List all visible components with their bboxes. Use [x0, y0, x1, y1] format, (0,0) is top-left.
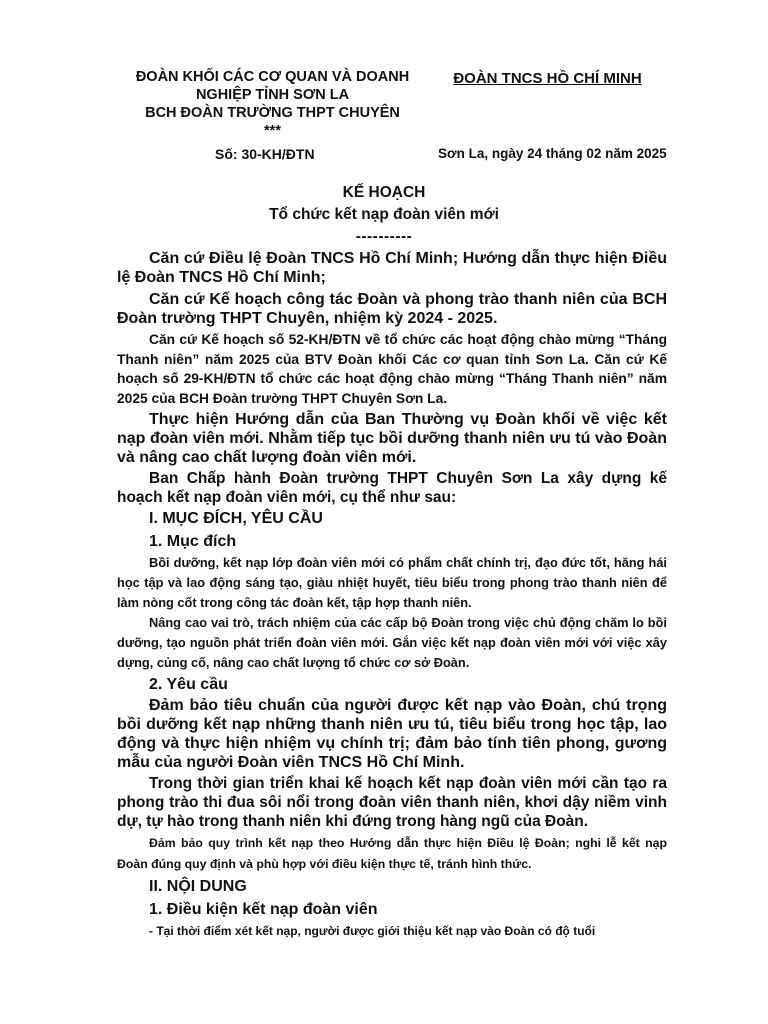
document-number: Số: 30-KH/ĐTN: [215, 146, 315, 162]
section-heading-1: I. MỤC ĐÍCH, YÊU CẦU: [149, 510, 323, 527]
paragraph-basis-1: Căn cứ Điều lệ Đoàn TNCS Hồ Chí Minh; Hướng dẫn thực hiện Điều lệ Đoàn TNCS Hồ Chí Minh;: [117, 250, 667, 286]
document-title: KẾ HOẠCH: [342, 184, 426, 201]
document-body: [117, 249, 667, 941]
subsection-heading-requirements: 2. Yêu cầu: [149, 676, 228, 693]
paragraph-purpose-1: Bồi dưỡng, kết nạp lớp đoàn viên mới có phẩm chất chính trị, đạo đức tốt, hăng hái học tập và lao động sáng tạo, giàu nhiệt huyết, tiêu biểu trong phong trào thanh niên để làm nòng cốt trong công tác đoàn kết, tập hợp thanh niên.: [117, 555, 667, 610]
paragraph-requirements-1: Đảm bảo tiêu chuẩn của người được kết nạp vào Đoàn, chú trọng bồi dưỡng kết nạp những thanh niên ưu tú, tiêu biểu trong học tập, lao động và thực hiện nhiệm vụ chính trị; đảm bảo tính tiên phong, gương mẫu của người Đoàn viên TNCS Hồ Chí Minh.: [117, 697, 667, 771]
org-line-2: NGHIỆP TỈNH SƠN LA: [195, 87, 350, 103]
paragraph-conditions-1: - Tại thời điểm xét kết nạp, người được giới thiệu kết nạp vào Đoàn có độ tuổi: [149, 924, 596, 938]
paragraph-requirements-3: Đảm bảo quy trình kết nạp theo Hướng dẫn thực hiện Điều lệ Đoàn; nghi lễ kết nạp Đoàn đúng quy định và phù hợp với điều kiện thực tế, tránh hình thức.: [117, 836, 667, 871]
subsection-heading-purpose: 1. Mục đích: [149, 533, 237, 550]
title-divider: ----------: [355, 228, 413, 245]
paragraph-basis-3: Căn cứ Kế hoạch số 52-KH/ĐTN về tổ chức các hoạt động chào mừng “Tháng Thanh niên” năm 2025 của BTV Đoàn khối Các cơ quan tỉnh Sơn La. Căn cứ Kế hoạch số 29-KH/ĐTN tổ chức các hoạt động chào mừng “Tháng Thanh niên” năm 2025 của BCH Đoàn trường THPT Chuyên Sơn La.: [117, 332, 667, 406]
org-line-3: BCH ĐOÀN TRƯỜNG THPT CHUYÊN: [145, 105, 400, 121]
paragraph-intro: Ban Chấp hành Đoàn trường THPT Chuyên Sơn La xây dựng kế hoạch kết nạp đoàn viên mới, cụ thể như sau:: [117, 470, 667, 506]
subsection-heading-conditions: 1. Điều kiện kết nạp đoàn viên: [149, 901, 378, 918]
paragraph-implementation: Thực hiện Hướng dẫn của Ban Thường vụ Đoàn khối về việc kết nạp đoàn viên mới. Nhằm tiếp tục bồi dưỡng thanh niên ưu tú vào Đoàn và nâng cao chất lượng đoàn viên mới.: [117, 411, 667, 466]
document-title-block: [100, 182, 668, 248]
paragraph-purpose-2: Nâng cao vai trò, trách nhiệm của các cấp bộ Đoàn trong việc chủ động chăm lo bồi dưỡng, tạo nguồn phát triển đoàn viên mới. Gắn việc kết nạp đoàn viên mới với việc xây dựng, củng cố, nâng cao chất lượng tổ chức cơ sở Đoàn.: [117, 615, 667, 670]
paragraph-requirements-2: Trong thời gian triển khai kế hoạch kết nạp đoàn viên mới cần tạo ra phong trào thi đua sôi nổi trong đoàn viên thanh niên, khơi dậy niềm vinh dự, tự hào trong thanh niên khi đứng trong hàng ngũ của Đoàn.: [117, 775, 667, 830]
header-stars: ***: [264, 123, 281, 139]
document-subtitle: Tổ chức kết nạp đoàn viên mới: [269, 206, 499, 223]
paragraph-basis-2: Căn cứ Kế hoạch công tác Đoàn và phong trào thanh niên của BCH Đoàn trường THPT Chuyên, nhiệm kỳ 2024 - 2025.: [117, 291, 667, 327]
union-title: ĐOÀN TNCS HỒ CHÍ MINH: [453, 70, 642, 87]
issuing-organization: [100, 68, 445, 140]
section-heading-2: II. NỘI DUNG: [149, 878, 247, 895]
org-line-1: ĐOÀN KHỐI CÁC CƠ QUAN VÀ DOANH: [135, 69, 410, 85]
place-date: Sơn La, ngày 24 tháng 02 năm 2025: [438, 146, 667, 161]
